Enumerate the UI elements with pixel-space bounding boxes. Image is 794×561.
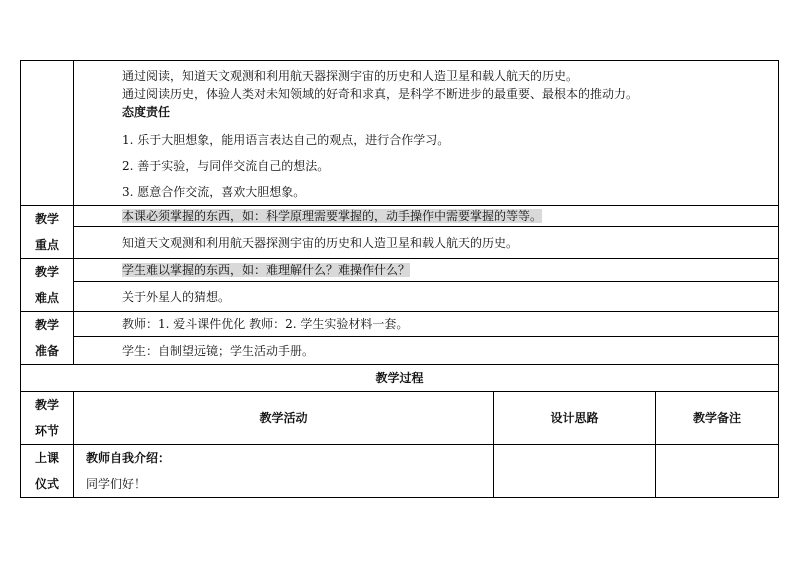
preparation-row-2 [21,337,779,365]
opening-activity-cell [74,445,494,498]
objectives-row [21,61,779,206]
preparation-label-bottom: 准备 [34,344,59,358]
attitude-item: 2. 善于实验，与同伴交流自己的想法。 [122,159,330,173]
key-points-row-1 [21,206,779,227]
process-design-header: 设计思路 [494,392,656,445]
objective-line-2: 通过阅读历史，体验人类对未知领域的好奇和求真，是科学不断进步的最重要、最根本的推动力。 [122,87,639,101]
preparation-teacher: 教师：1. 爱斗课件优化 教师：2. 学生实验材料一套。 [122,317,409,332]
opening-row [21,445,779,498]
key-points-row-2 [21,227,779,259]
key-points-hint: 本课必须掌握的东西，如：科学原理需要掌握的，动手操作中需要掌握的等等。 [122,209,543,224]
opening-line-1: 教师自我介绍： [86,451,171,465]
difficulties-content-cell [74,282,779,312]
attitude-item: 3. 愿意合作交流，喜欢大胆想象。 [122,185,306,199]
opening-label [21,445,74,498]
difficulties-label [21,259,74,312]
difficulties-row-2 [21,282,779,312]
process-stage-header-top: 教学 [34,398,59,412]
process-stage-header-bottom: 环节 [34,424,59,438]
preparation-label [21,312,74,365]
difficulties-row-1 [21,259,779,282]
preparation-student: 学生：自制望远镜；学生活动手册。 [122,343,315,358]
difficulties-hint-cell [74,259,779,282]
preparation-label-top: 教学 [34,318,59,332]
objectives-label-cell [21,61,74,206]
difficulties-content: 关于外星人的猜想。 [122,289,231,304]
attitude-item: 1. 乐于大胆想象，能用语言表达自己的观点，进行合作学习。 [122,133,450,147]
lesson-plan-table [20,60,779,498]
key-points-content-cell [74,227,779,259]
opening-line-2: 同学们好！ [86,477,147,491]
difficulties-hint: 学生难以掌握的东西，如：难理解什么？难操作什么？ [122,263,411,278]
preparation-teacher-cell [74,312,779,337]
process-stage-header [21,392,74,445]
key-points-label [21,206,74,259]
key-points-hint-cell [74,206,779,227]
opening-design-cell [494,445,656,498]
objective-line-1: 通过阅读，知道天文观测和利用航天器探测宇宙的历史和人造卫星和载人航天的历史。 [122,69,579,83]
opening-notes-cell [656,445,779,498]
opening-label-bottom: 仪式 [34,477,59,491]
preparation-student-cell [74,337,779,365]
difficulties-label-bottom: 难点 [34,291,59,305]
difficulties-label-top: 教学 [34,265,59,279]
key-points-label-top: 教学 [34,212,59,226]
process-notes-header: 教学备注 [656,392,779,445]
process-header-row [21,392,779,445]
key-points-label-bottom: 重点 [34,238,59,252]
process-activity-header: 教学活动 [74,392,494,445]
objectives-content-cell [74,61,779,206]
preparation-row-1 [21,312,779,337]
process-title-row [21,365,779,392]
attitude-heading: 态度责任 [122,105,171,119]
key-points-content: 知道天文观测和利用航天器探测宇宙的历史和人造卫星和载人航天的历史。 [122,235,519,250]
opening-label-top: 上课 [34,451,59,465]
process-title: 教学过程 [21,365,779,392]
